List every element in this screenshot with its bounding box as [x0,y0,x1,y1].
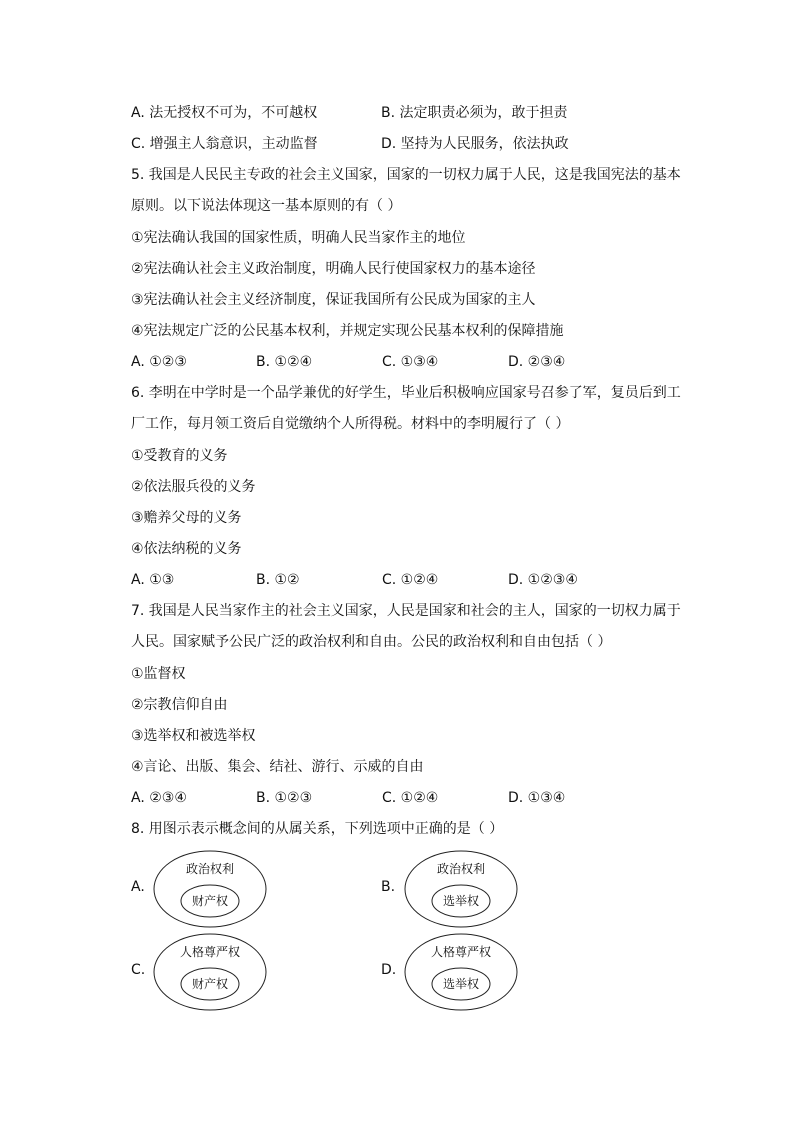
q5-statement-1: ①宪法确认我国的国家性质，明确人民当家作主的地位 [131,230,466,246]
q5-option-b[interactable]: B. ①②④ [256,354,313,370]
q8-diagram-a[interactable] [152,849,268,929]
q4-option-b[interactable]: B. 法定职责必须为，敢于担责 [381,105,568,121]
q6-statement-1: ①受教育的义务 [131,448,228,464]
q6-option-d[interactable]: D. ①②③④ [508,572,578,588]
q6-statement-3: ③赡养父母的义务 [131,510,242,526]
q6-option-a[interactable]: A. ①③ [131,572,175,588]
q5-statement-4: ④宪法规定广泛的公民基本权利，并规定实现公民基本权利的保障措施 [131,323,564,339]
q7-stem-line-1: 7. 我国是人民当家作主的社会主义国家，人民是国家和社会的主人，国家的一切权力属于 [131,603,681,619]
q6-statement-4: ④依法纳税的义务 [131,541,242,557]
q8-option-b-letter[interactable]: B. [381,879,396,895]
inner-label: 财产权 [191,894,229,908]
outer-label: 人格尊严权 [430,945,492,959]
outer-label: 人格尊严权 [179,945,241,959]
q8-option-d-letter[interactable]: D. [381,962,397,978]
q7-statement-4: ④言论、出版、集会、结社、游行、示威的自由 [131,759,424,775]
q8-diagram-c[interactable] [152,932,268,1012]
q8-option-a-letter[interactable]: A. [131,879,145,895]
q8-diagram-d[interactable] [403,932,519,1012]
q6-statement-2: ②依法服兵役的义务 [131,479,256,495]
q7-option-a[interactable]: A. ②③④ [131,790,187,806]
q5-stem-line-2: 原则。以下说法体现这一基本原则的有（ ） [131,198,402,214]
q5-statement-2: ②宪法确认社会主义政治制度，明确人民行使国家权力的基本途径 [131,261,536,277]
q7-statement-3: ③选举权和被选举权 [131,728,256,744]
q6-stem-line-1: 6. 李明在中学时是一个品学兼优的好学生，毕业后积极响应国家号召参了军，复员后到工 [131,385,681,401]
q7-stem-line-2: 人民。国家赋予公民广泛的政治权利和自由。公民的政治权利和自由包括（ ） [131,634,612,650]
q4-option-a[interactable]: A. 法无授权不可为，不可越权 [131,105,318,121]
q5-stem-line-1: 5. 我国是人民民主专政的社会主义国家，国家的一切权力属于人民，这是我国宪法的基本 [131,167,681,183]
q5-statement-3: ③宪法确认社会主义经济制度，保证我国所有公民成为国家的主人 [131,292,536,308]
q6-option-b[interactable]: B. ①② [256,572,300,588]
q5-option-c[interactable]: C. ①③④ [382,354,439,370]
q7-option-c[interactable]: C. ①②④ [382,790,439,806]
inner-label: 选举权 [442,977,480,991]
q4-option-d[interactable]: D. 坚持为人民服务，依法执政 [381,136,569,152]
q8-diagram-b[interactable] [403,849,519,929]
q8-option-c-letter[interactable]: C. [131,962,146,978]
inner-label: 财产权 [191,977,229,991]
outer-label: 政治权利 [436,862,486,876]
q7-option-b[interactable]: B. ①②③ [256,790,313,806]
inner-label: 选举权 [442,894,480,908]
q6-stem-line-2: 厂工作，每月领工资后自觉缴纳个人所得税。材料中的李明履行了（ ） [131,416,570,432]
q4-option-c[interactable]: C. 增强主人翁意识，主动监督 [131,136,318,152]
q8-stem: 8. 用图示表示概念间的从属关系，下列选项中正确的是（ ） [131,821,504,837]
q5-option-d[interactable]: D. ②③④ [508,354,566,370]
q5-option-a[interactable]: A. ①②③ [131,354,187,370]
outer-label: 政治权利 [185,862,235,876]
q7-statement-1: ①监督权 [131,666,186,682]
q6-option-c[interactable]: C. ①②④ [382,572,439,588]
q7-statement-2: ②宗教信仰自由 [131,697,228,713]
q7-option-d[interactable]: D. ①③④ [508,790,566,806]
